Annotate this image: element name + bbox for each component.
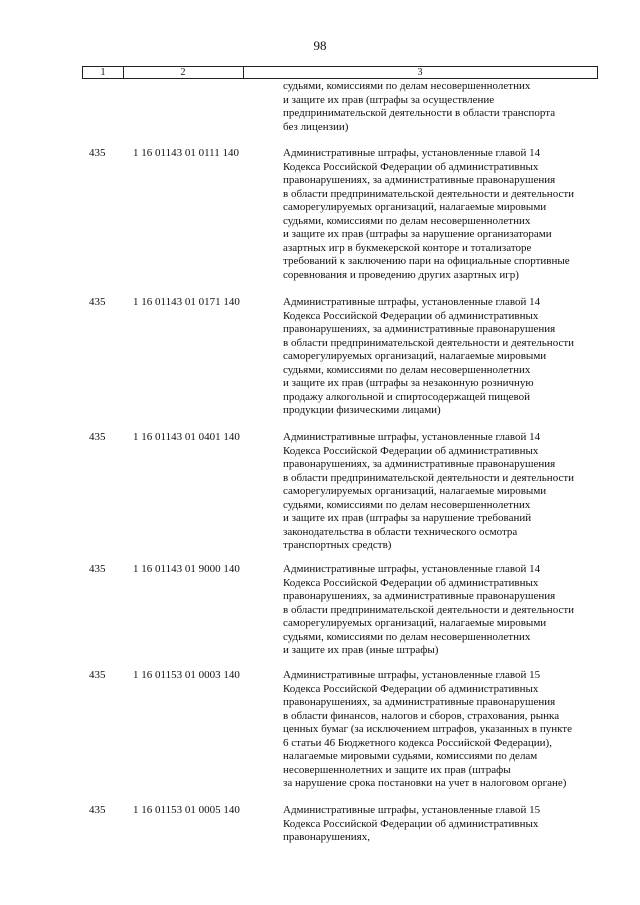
description-line: законодательства в области технического осмотра <box>283 525 518 538</box>
description-line: требований к заключению пари на официальные спортивные <box>283 255 570 267</box>
description-line: Кодекса Российской Федерации об административных <box>283 444 539 457</box>
budget-classification-code: 1 16 01143 01 0111 140 <box>133 147 240 159</box>
description-line: в области предпринимательской деятельности и деятельности <box>283 471 575 484</box>
description-line: в области предпринимательской деятельности и деятельности <box>283 336 575 349</box>
description-line: в области финансов, налогов и сборов, страхования, рынка <box>283 709 560 722</box>
description-line: Кодекса Российской Федерации об административных <box>283 682 539 695</box>
description-line: саморегулируемых организаций, налагаемые мировыми <box>283 485 547 497</box>
description-line: транспортных средств) <box>283 539 392 551</box>
admin-code: 435 <box>89 669 106 681</box>
budget-classification-code: 1 16 01143 01 0171 140 <box>133 296 240 308</box>
header-col-2: 2 <box>123 67 244 78</box>
description-line: Кодекса Российской Федерации об административных <box>283 309 539 322</box>
admin-code: 435 <box>89 563 106 575</box>
description-line: и защите их прав (иные штрафы) <box>283 644 439 656</box>
description-line: Административные штрафы, установленные главой 14 <box>283 431 541 443</box>
description-line: Кодекса Российской Федерации об административных <box>283 576 539 589</box>
description-line: судьями, комиссиями по делам несовершеннолетних <box>283 214 531 227</box>
description-line: саморегулируемых организаций, налагаемые мировыми <box>283 201 547 213</box>
revenue-description <box>283 431 603 553</box>
description-line: 6 статьи 46 Бюджетного кодекса Российской Федерации), <box>283 736 552 749</box>
description-line: продажу алкогольной и спиртосодержащей пищевой <box>283 390 531 403</box>
page-number: 98 <box>313 38 327 53</box>
description-line: правонарушениях, за административные правонарушения <box>283 590 556 602</box>
description-line: Административные штрафы, установленные главой 14 <box>283 563 541 575</box>
continuation-text <box>283 80 603 134</box>
budget-classification-code: 1 16 01153 01 0003 140 <box>133 669 240 681</box>
continuation-line: и защите их прав (штрафы за осуществление <box>283 93 495 106</box>
revenue-description <box>283 296 603 418</box>
description-line: саморегулируемых организаций, налагаемые мировыми <box>283 617 547 629</box>
description-line: за нарушение срока постановки на учет в налоговом органе) <box>283 777 567 789</box>
header-col-1: 1 <box>83 67 124 78</box>
revenue-description <box>283 804 603 845</box>
description-line: Административные штрафы, установленные главой 14 <box>283 147 541 159</box>
admin-code: 435 <box>89 431 106 443</box>
description-line: судьями, комиссиями по делам несовершеннолетних <box>283 498 531 511</box>
description-line: и защите их прав (штрафы за нарушение требований <box>283 512 532 524</box>
budget-classification-code: 1 16 01153 01 0005 140 <box>133 804 240 816</box>
description-line: правонарушениях, за административные правонарушения <box>283 174 556 186</box>
description-line: в области предпринимательской деятельности и деятельности <box>283 187 575 200</box>
description-line: соревнования и проведению других азартных игр) <box>283 268 519 281</box>
description-line: и защите их прав (штрафы за нарушение организаторами <box>283 228 552 240</box>
revenue-description <box>283 669 603 791</box>
description-line: Административные штрафы, установленные главой 15 <box>283 669 541 681</box>
budget-classification-code: 1 16 01143 01 9000 140 <box>133 563 240 575</box>
description-line: судьями, комиссиями по делам несовершеннолетних <box>283 363 531 376</box>
description-line: Кодекса Российской Федерации об административных <box>283 160 539 173</box>
description-line: правонарушениях, за административные правонарушения <box>283 458 556 470</box>
description-line: правонарушениях, за административные правонарушения <box>283 696 556 708</box>
description-line: налагаемые мировыми судьями, комиссиями по делам <box>283 750 538 762</box>
admin-code: 435 <box>89 804 106 816</box>
description-line: в области предпринимательской деятельности и деятельности <box>283 603 575 616</box>
description-line: судьями, комиссиями по делам несовершеннолетних <box>283 630 531 643</box>
description-line: Административные штрафы, установленные главой 15 <box>283 804 541 816</box>
description-line: ценных бумаг (за исключением штрафов, указанных в пункте <box>283 723 572 735</box>
revenue-description <box>283 147 603 282</box>
admin-code: 435 <box>89 296 106 308</box>
description-line: саморегулируемых организаций, налагаемые мировыми <box>283 350 547 362</box>
description-line: правонарушениях, <box>283 831 370 843</box>
description-line: Административные штрафы, установленные главой 14 <box>283 296 541 308</box>
continuation-line: судьями, комиссиями по делам несовершеннолетних <box>283 80 531 92</box>
revenue-description <box>283 563 603 658</box>
description-line: правонарушениях, за административные правонарушения <box>283 323 556 335</box>
admin-code: 435 <box>89 147 106 159</box>
header-col-3: 3 <box>417 67 423 78</box>
description-line: азартных игр в букмекерской конторе и тотализаторе <box>283 241 532 254</box>
budget-classification-code: 1 16 01143 01 0401 140 <box>133 431 240 443</box>
description-line: Кодекса Российской Федерации об административных <box>283 817 539 830</box>
description-line: несовершеннолетних и защите их прав (штрафы <box>283 763 511 776</box>
description-line: и защите их прав (штрафы за незаконную розничную <box>283 377 534 389</box>
table-header-row <box>82 66 598 79</box>
description-line: продукции физическими лицами) <box>283 404 441 416</box>
continuation-line: без лицензии) <box>283 120 349 133</box>
continuation-line: предпринимательской деятельности в области транспорта <box>283 107 556 119</box>
